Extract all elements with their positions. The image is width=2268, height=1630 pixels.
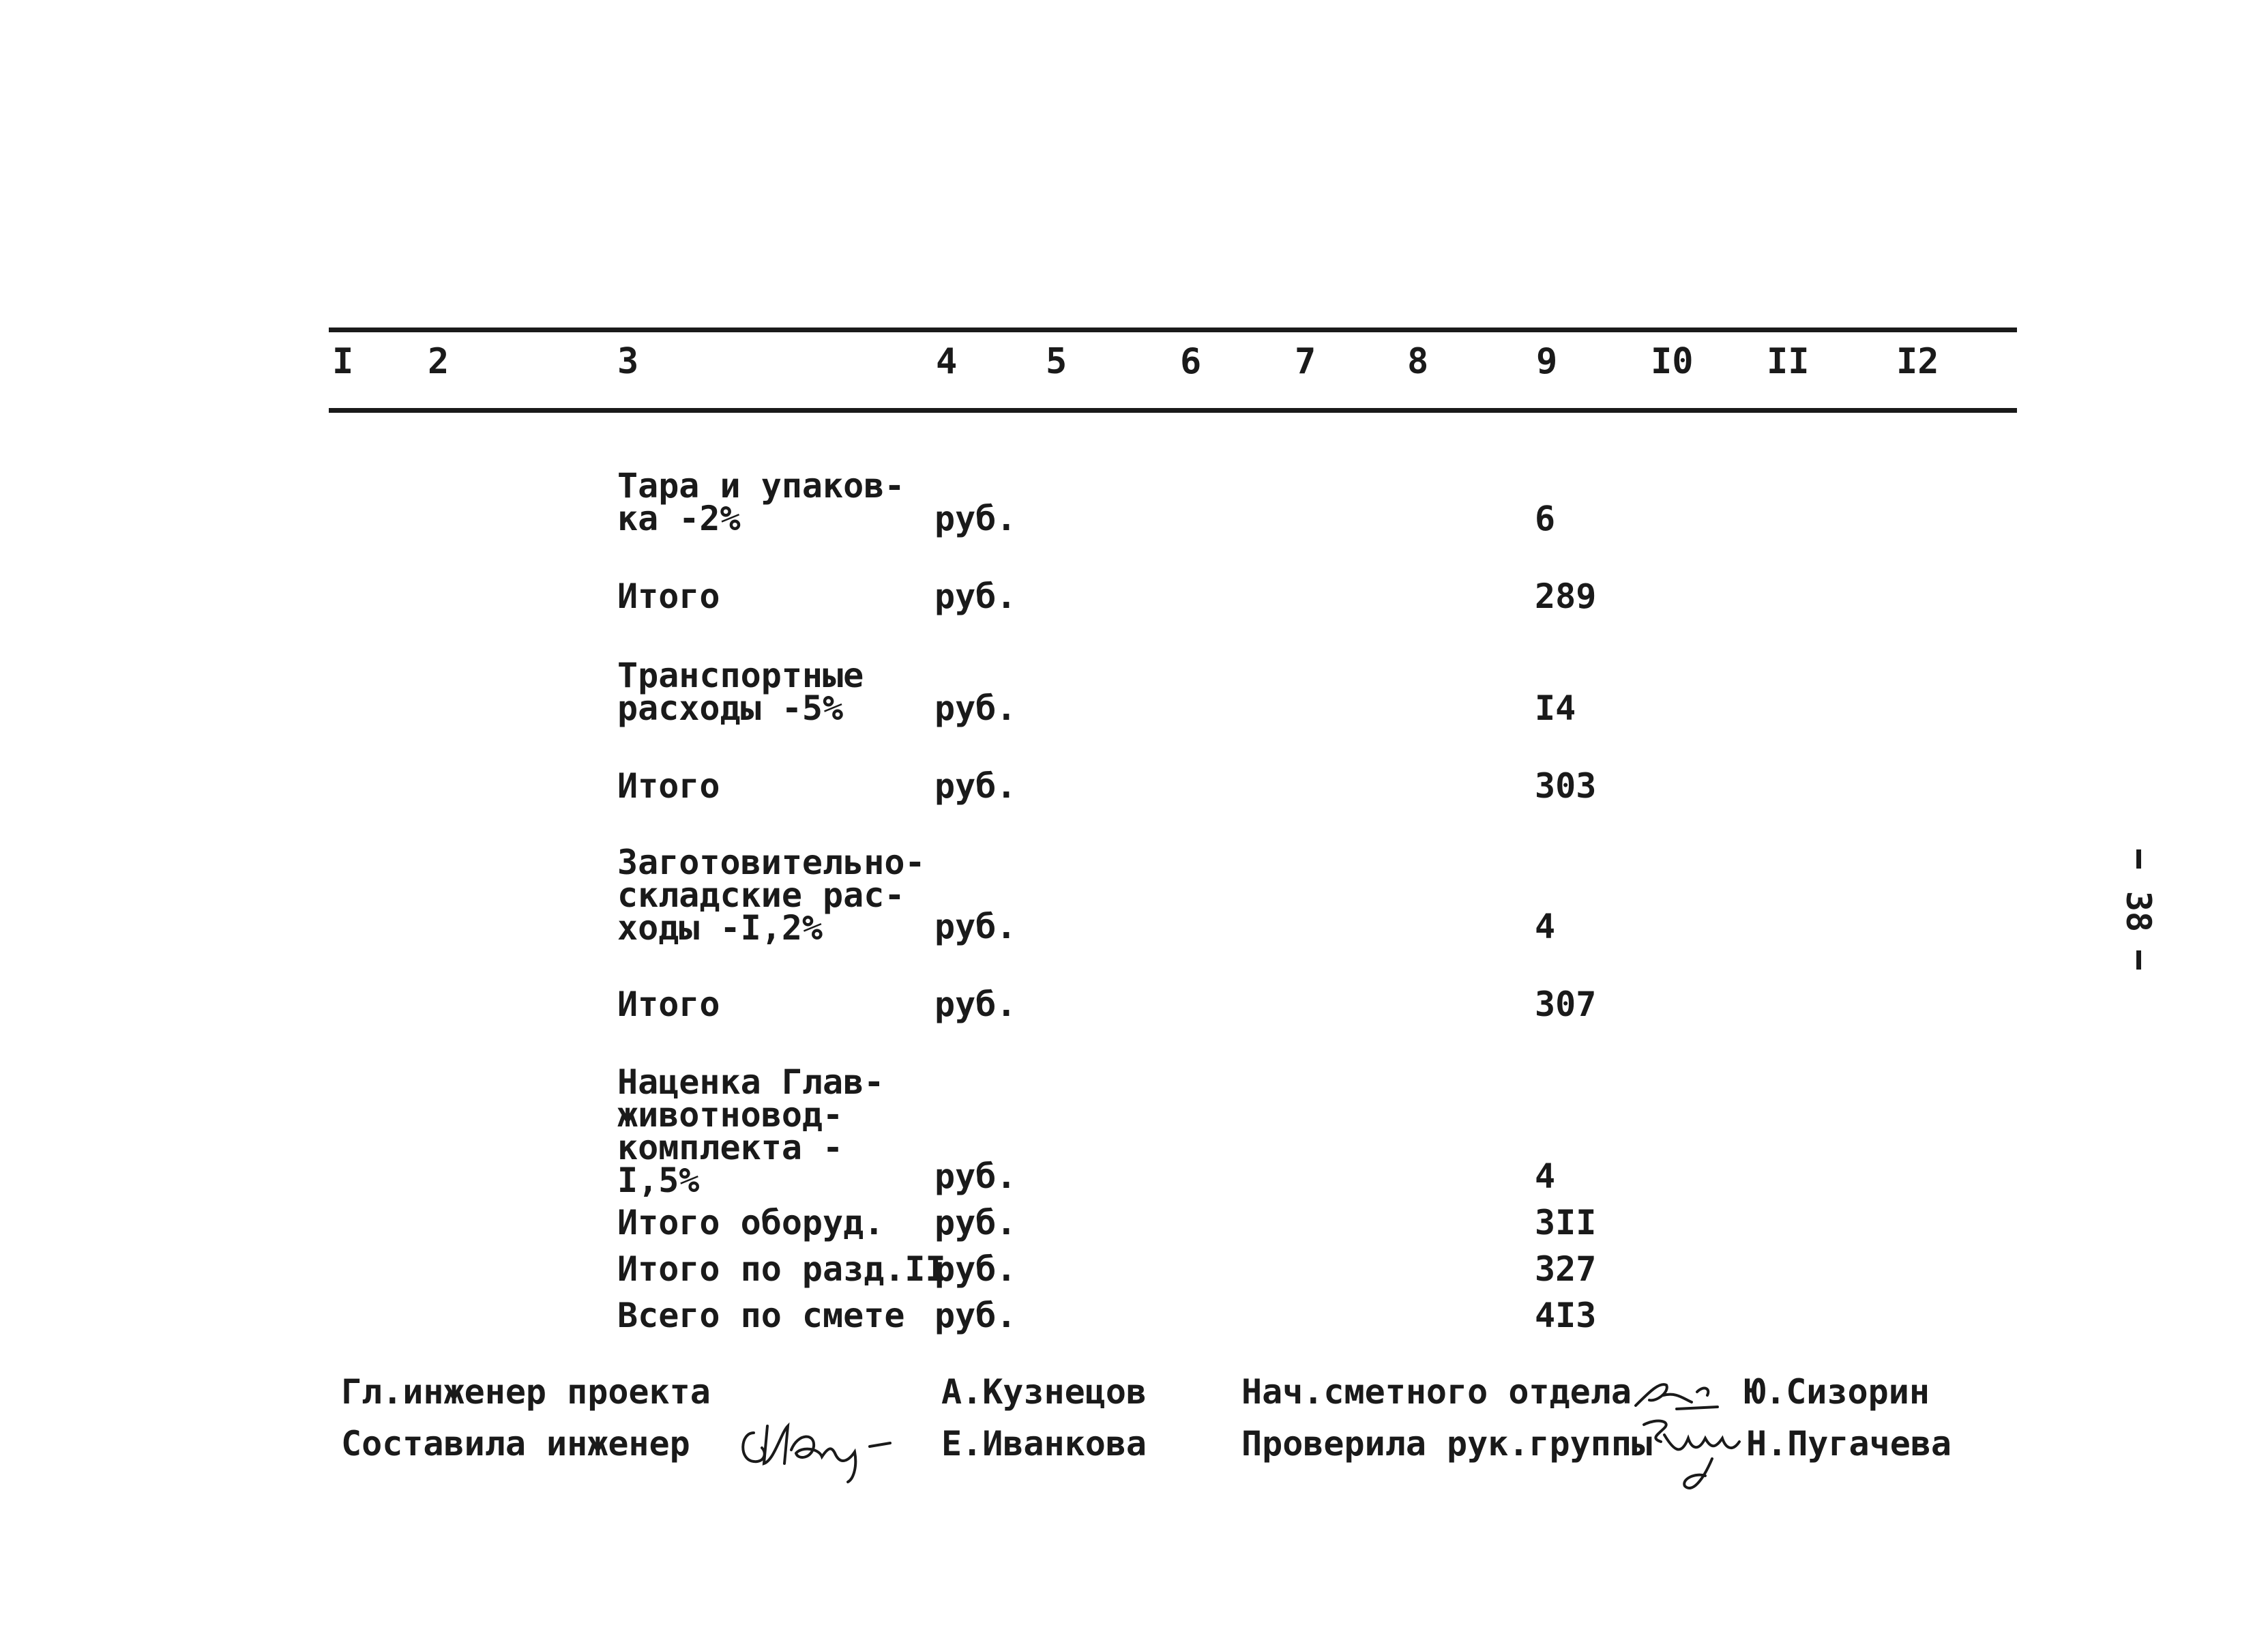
column-number: I — [332, 341, 354, 382]
column-number: I0 — [1651, 341, 1694, 382]
row-label: Итого — [617, 577, 720, 616]
column-number: 7 — [1295, 341, 1316, 382]
row-value: 4I3 — [1535, 1296, 1597, 1335]
row-value: 4 — [1535, 1156, 1556, 1196]
row-value: 327 — [1535, 1249, 1597, 1289]
row-unit: руб. — [934, 577, 1017, 616]
column-number: 4 — [936, 341, 958, 382]
row-unit: руб. — [934, 688, 1017, 728]
column-number: 3 — [617, 341, 639, 382]
row-value: 289 — [1535, 577, 1597, 616]
column-number: 2 — [428, 341, 450, 382]
row-label: Всего по смете — [617, 1296, 905, 1335]
row-label: Наценка Глав- животновод- комплекта - I,5% — [617, 1062, 885, 1200]
row-label: Транспортные расходы -5% — [617, 656, 864, 728]
column-number: 6 — [1180, 341, 1202, 382]
row-value: 4 — [1535, 907, 1556, 946]
row-label: Тара и упаков- ка -2% — [617, 466, 905, 538]
row-unit: руб. — [934, 499, 1017, 538]
page-number-dash-bottom — [2136, 950, 2141, 970]
row-unit: руб. — [934, 1156, 1017, 1196]
compiled-by-title: Составила инженер — [341, 1424, 690, 1464]
row-label: Итого — [617, 985, 720, 1024]
row-unit: руб. — [934, 907, 1017, 946]
page-number-dash-top — [2136, 849, 2141, 869]
row-label: Итого оборуд. — [617, 1203, 885, 1242]
row-value: 3II — [1535, 1203, 1597, 1242]
row-value: 6 — [1535, 499, 1556, 538]
column-number: 5 — [1046, 341, 1067, 382]
column-number: 8 — [1407, 341, 1429, 382]
page-number — [2118, 849, 2159, 972]
chief-engineer-name: А.Кузнецов — [941, 1372, 1147, 1412]
compiler-signature — [733, 1406, 924, 1487]
row-unit: руб. — [934, 1203, 1017, 1242]
estimate-head-title: Нач.сметного отдела — [1241, 1372, 1632, 1412]
compiled-by-name: Е.Иванкова — [941, 1424, 1147, 1464]
table-top-rule — [329, 328, 2017, 332]
checked-by-name: Н.Пугачева — [1746, 1424, 1952, 1464]
column-number: I2 — [1896, 341, 1939, 382]
column-number: 9 — [1536, 341, 1558, 382]
row-unit: руб. — [934, 985, 1017, 1024]
row-value: 307 — [1535, 985, 1597, 1024]
row-unit: руб. — [934, 766, 1017, 806]
page-number-text: 38 — [2119, 890, 2158, 933]
row-value: 303 — [1535, 766, 1597, 806]
row-label: Итого — [617, 766, 720, 806]
checker-signature — [1637, 1411, 1753, 1513]
chief-engineer-title: Гл.инженер проекта — [341, 1372, 711, 1412]
row-unit: руб. — [934, 1296, 1017, 1335]
checked-by-title: Проверила рук.группы — [1241, 1424, 1653, 1464]
table-header-bottom-rule — [329, 408, 2017, 413]
row-unit: руб. — [934, 1249, 1017, 1289]
column-number: II — [1767, 341, 1810, 382]
row-label: Заготовительно- складские рас- ходы -I,2% — [617, 843, 926, 948]
estimate-head-name: Ю.Сизорин — [1745, 1372, 1930, 1412]
row-label: Итого по разд.II — [617, 1249, 946, 1289]
row-value: I4 — [1535, 688, 1576, 728]
